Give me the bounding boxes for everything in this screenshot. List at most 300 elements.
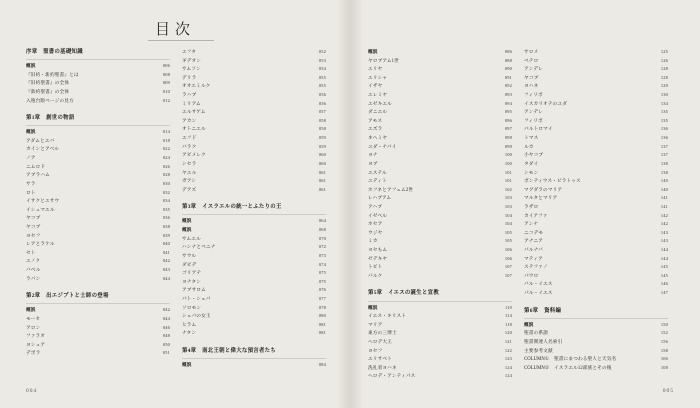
toc-entry-label: 概説 [368, 50, 378, 55]
toc-leader-dots [42, 226, 160, 228]
toc-entry[interactable] [182, 125, 326, 134]
toc-entry[interactable] [26, 214, 170, 223]
toc-page-number: 052 [318, 49, 326, 54]
toc-entry-label: COLUMN① 聖書にまつわる聖人と天気名 [524, 357, 617, 363]
toc-entry[interactable] [368, 74, 512, 83]
toc-entry-label: エリヤ [368, 67, 383, 73]
toc-entry[interactable] [182, 143, 326, 152]
toc-entry-label: ヨセフ [26, 233, 41, 239]
toc-entry[interactable] [524, 263, 668, 272]
toc-leader-dots [38, 183, 161, 185]
toc-entry[interactable] [26, 275, 170, 284]
toc-entry[interactable] [524, 169, 668, 178]
toc-entry[interactable] [524, 237, 668, 246]
toc-page-number: 137 [660, 152, 668, 158]
toc-entry[interactable] [368, 57, 512, 66]
toc-entry-label: 『旧約聖書』の全体 [26, 81, 70, 87]
toc-entry[interactable] [524, 57, 668, 66]
toc-leader-dots [545, 232, 659, 234]
toc-entry-label: ハンナとペニナ [182, 245, 216, 251]
toc-page-number: 081 [318, 330, 326, 336]
toc-entry-label: ダビデ [182, 262, 197, 268]
toc-entry[interactable] [368, 125, 512, 134]
toc-leader-dots [203, 272, 317, 274]
toc-leader-dots [42, 217, 160, 219]
toc-entry-label: イゼベル [368, 213, 387, 219]
toc-entry-label: アンデレ [524, 67, 543, 73]
toc-entry[interactable] [182, 226, 326, 235]
toc-entry[interactable] [368, 338, 512, 347]
toc-leader-dots [38, 309, 161, 311]
toc-entry-label: ギデオン [182, 58, 202, 64]
toc-column [524, 48, 668, 381]
toc-entry[interactable] [182, 261, 326, 270]
toc-entry[interactable] [368, 329, 512, 338]
toc-page-number: 106 [504, 255, 512, 261]
toc-page-number: 034 [162, 198, 170, 204]
toc-entry[interactable] [368, 255, 512, 264]
toc-leader-dots [380, 51, 503, 53]
toc-entry[interactable] [368, 312, 512, 321]
toc-entry-label: オトニエル [182, 127, 206, 133]
toc-leader-dots [384, 266, 502, 268]
toc-page-number: 122 [504, 347, 512, 353]
toc-leader-dots [540, 223, 659, 225]
toc-entry-label: ヤコブ [524, 75, 539, 81]
toc-entry[interactable] [524, 186, 668, 195]
toc-page-number: 136 [660, 126, 668, 132]
toc-entry[interactable] [368, 372, 512, 381]
toc-entry[interactable] [26, 249, 170, 258]
toc-page-number: 101 [504, 178, 512, 184]
toc-leader-dots [38, 192, 161, 194]
toc-entry[interactable] [26, 97, 170, 106]
toc-entry-label: ヤコブ [26, 216, 41, 222]
toc-entry[interactable] [182, 243, 326, 252]
toc-entry[interactable] [26, 315, 170, 324]
toc-page-number: 074 [318, 261, 326, 267]
toc-entry[interactable] [524, 65, 668, 74]
toc-entry[interactable] [182, 65, 326, 74]
toc-entry-label: カインとアベル [26, 147, 60, 153]
toc-page-number: 044 [162, 275, 170, 281]
toc-entry[interactable] [182, 74, 326, 83]
toc-entry[interactable] [182, 134, 326, 143]
toc-entry-label: 概説 [26, 64, 36, 70]
toc-entry[interactable] [524, 100, 668, 109]
toc-entry[interactable] [524, 203, 668, 212]
toc-page-number: 094 [504, 100, 512, 106]
toc-leader-dots [203, 281, 317, 283]
toc-entry[interactable] [26, 341, 170, 350]
toc-entry[interactable] [524, 125, 668, 134]
toc-leader-dots [198, 146, 316, 148]
toc-entry-label: ラザロ [524, 204, 539, 210]
toc-page-number: 006 [162, 63, 170, 69]
toc-entry[interactable] [524, 74, 668, 83]
toc-entry[interactable] [26, 223, 170, 232]
toc-entry[interactable] [368, 48, 512, 57]
toc-entry-label: バト・シェバ [182, 296, 211, 302]
toc-entry[interactable] [182, 48, 326, 57]
toc-entry[interactable] [368, 212, 512, 221]
toc-entry[interactable] [524, 160, 668, 169]
toc-entry[interactable] [368, 143, 512, 152]
toc-leader-dots [42, 260, 161, 262]
toc-entry[interactable] [182, 295, 326, 304]
toc-entry[interactable] [182, 177, 326, 186]
toc-leader-dots [81, 74, 161, 76]
toc-entry[interactable] [524, 143, 668, 152]
toc-entry[interactable] [368, 151, 512, 160]
toc-entry-label: エルサゲム [182, 110, 206, 116]
toc-page-number: 134 [660, 100, 668, 106]
toc-entry[interactable] [368, 117, 512, 126]
toc-page-number: 068 [318, 227, 326, 233]
toc-entry-label: パル・イエス [524, 291, 553, 297]
toc-entry[interactable] [182, 252, 326, 261]
toc-entry[interactable] [368, 203, 512, 212]
toc-entry-label: アダムとエバ [26, 138, 55, 144]
toc-entry[interactable] [368, 65, 512, 74]
toc-entry[interactable] [182, 269, 326, 278]
toc-page-number: 046 [162, 324, 170, 330]
toc-entry[interactable] [524, 321, 668, 330]
toc-entry-label: イエス・キリスト [368, 314, 407, 320]
toc-entry[interactable] [26, 189, 170, 198]
toc-leader-dots [61, 200, 160, 202]
toc-leader-dots [555, 283, 659, 285]
toc-leader-dots [545, 240, 659, 242]
toc-page-number: 135 [660, 109, 668, 115]
toc-leader-dots [213, 298, 317, 300]
toc-page-number: 102 [504, 186, 512, 192]
toc-section-heading: 第4章 南北王朝と偉大な預言者たち [182, 348, 277, 354]
toc-leader-dots [380, 154, 503, 156]
toc-leader-dots [380, 240, 503, 242]
toc-entry[interactable] [26, 257, 170, 266]
toc-page-number: 141 [660, 203, 668, 209]
toc-page-number: 144 [660, 247, 668, 253]
toc-page-number: 129 [660, 83, 668, 89]
toc-entry[interactable] [368, 347, 512, 356]
toc-leader-dots [583, 180, 659, 182]
toc-entry[interactable] [182, 108, 326, 117]
toc-leader-dots [550, 215, 659, 217]
toc-entry[interactable] [368, 100, 512, 109]
toc-entry[interactable] [182, 169, 326, 178]
toc-leader-dots [540, 85, 658, 87]
toc-entry-label: エレミヤ [368, 93, 388, 99]
toc-entry[interactable] [368, 177, 512, 186]
toc-entry-label: エフド [182, 136, 197, 142]
toc-entry[interactable] [368, 91, 512, 100]
toc-leader-dots [208, 128, 317, 130]
toc-page-number: 150 [660, 321, 668, 327]
toc-entry-label: ミリアム [182, 101, 201, 107]
toc-page-number: 064 [318, 218, 326, 224]
toc-column-note[interactable] [524, 364, 668, 373]
toc-page-number: 107 [504, 272, 512, 278]
toc-entry[interactable] [182, 329, 326, 338]
toc-entry[interactable] [368, 304, 512, 313]
toc-leader-dots [394, 103, 503, 105]
toc-page-number: 156 [660, 339, 668, 344]
toc-leader-dots [536, 324, 659, 326]
toc-entry[interactable] [26, 232, 170, 241]
toc-page-number: 088 [504, 57, 512, 63]
toc-entry[interactable] [368, 186, 512, 195]
toc-entry[interactable] [26, 88, 170, 97]
toc-entry[interactable] [182, 361, 326, 370]
toc-entry[interactable] [26, 128, 170, 137]
toc-entry[interactable] [524, 194, 668, 203]
toc-entry[interactable] [368, 237, 512, 246]
toc-entry[interactable] [182, 151, 326, 160]
toc-page-number: 107 [504, 264, 512, 270]
toc-entry[interactable] [26, 180, 170, 189]
toc-leader-dots [545, 249, 659, 251]
toc-entry[interactable] [524, 108, 668, 117]
toc-entry[interactable] [368, 272, 512, 281]
toc-leader-dots [389, 180, 503, 182]
toc-column [368, 48, 512, 381]
toc-entry-label: ヨセフ [368, 348, 383, 354]
toc-entry-label: 概説 [182, 363, 192, 369]
toc-entry[interactable] [182, 186, 326, 195]
toc-leader-dots [389, 94, 503, 96]
toc-leader-dots [203, 103, 317, 105]
toc-entry-list [182, 48, 326, 194]
toc-entry[interactable] [26, 154, 170, 163]
toc-entry[interactable] [26, 137, 170, 146]
toc-entry-label: ヘロデ大王 [368, 340, 392, 345]
toc-entry[interactable] [182, 286, 326, 295]
toc-leader-dots [213, 315, 317, 317]
toc-entry[interactable] [368, 229, 512, 238]
toc-page-number: 059 [318, 143, 326, 149]
toc-leader-dots [536, 146, 659, 148]
toc-section-heading: 第3章 イスラエルの統一とふたりの王 [182, 204, 282, 211]
toc-page-number: 123 [504, 356, 512, 362]
toc-entry[interactable] [368, 82, 512, 91]
toc-entry[interactable] [524, 117, 668, 126]
toc-page-number: 136 [660, 135, 668, 141]
toc-entry[interactable] [368, 321, 512, 330]
toc-leader-dots [545, 258, 659, 260]
toc-entry[interactable] [26, 332, 170, 341]
toc-entry[interactable] [182, 100, 326, 109]
toc-entry[interactable] [26, 306, 170, 315]
toc-page-number: 048 [162, 333, 170, 339]
toc-entry[interactable] [182, 217, 326, 226]
toc-entry-label: デアズ [182, 187, 197, 193]
toc-entry[interactable] [26, 145, 170, 154]
toc-entry[interactable] [368, 246, 512, 255]
toc-page-number: 084 [318, 362, 326, 368]
toc-entry[interactable] [524, 255, 668, 264]
toc-page-number: 036 [162, 215, 170, 221]
toc-entry-label: イザヤ [368, 84, 383, 90]
toc-entry[interactable] [524, 246, 668, 255]
toc-leader-dots [394, 341, 503, 343]
toc-entry-label: ラバン [26, 276, 41, 282]
toc-entry[interactable] [182, 235, 326, 244]
toc-entry[interactable] [524, 82, 668, 91]
toc-columns-right [368, 48, 674, 381]
toc-entry[interactable] [26, 71, 170, 80]
toc-leader-dots [203, 68, 317, 70]
toc-entry[interactable] [182, 321, 326, 330]
toc-entry-label: バルナバ [524, 248, 543, 254]
toc-page-number: 121 [504, 339, 512, 344]
toc-leader-dots [198, 324, 316, 326]
toc-leader-dots [47, 344, 161, 346]
toc-entry-label: ノア [26, 156, 36, 162]
toc-column-note[interactable] [524, 355, 668, 364]
toc-entry-label: シモン [524, 170, 539, 176]
toc-entry[interactable] [182, 57, 326, 66]
toc-entry[interactable] [368, 263, 512, 272]
toc-entry[interactable] [524, 134, 668, 143]
toc-page-number: 096 [504, 117, 512, 123]
toc-leader-dots [71, 82, 161, 84]
toc-entry-label: マグダラのマリア [524, 187, 563, 193]
toc-page-number: 124 [504, 364, 512, 370]
toc-leader-dots [393, 197, 503, 199]
toc-leader-dots [61, 148, 161, 150]
toc-entry[interactable] [182, 91, 326, 100]
toc-entry[interactable] [368, 194, 512, 203]
toc-entry-label: ホフネとアフェム2世 [368, 187, 414, 193]
toc-leader-dots [540, 60, 658, 62]
toc-entry-label: エステル [368, 170, 387, 176]
toc-entry[interactable] [368, 355, 512, 364]
toc-leader-dots [545, 94, 659, 96]
toc-page-number: 058 [318, 117, 326, 123]
toc-entry[interactable] [524, 220, 668, 229]
toc-leader-dots [57, 243, 161, 245]
toc-entry-label: アブラハム [26, 173, 50, 179]
toc-leader-dots [198, 94, 316, 96]
toc-leader-dots [389, 258, 503, 260]
toc-entry[interactable] [368, 364, 512, 373]
toc-entry-label: ヤロブアム1世 [368, 58, 399, 64]
toc-entry[interactable] [182, 160, 326, 169]
toc-entry[interactable] [524, 91, 668, 100]
toc-page-number: 056 [318, 100, 326, 106]
toc-entry[interactable] [26, 171, 170, 180]
toc-entry[interactable] [368, 108, 512, 117]
toc-page-number: 072 [318, 244, 326, 250]
toc-page-number: 009 [162, 80, 170, 86]
toc-entry[interactable] [524, 347, 668, 356]
toc-page-number: 091 [504, 74, 512, 80]
toc-entry[interactable] [26, 197, 170, 206]
toc-entry-label: 『新約聖書』の全体 [26, 89, 70, 95]
toc-entry[interactable] [524, 338, 668, 347]
page-title: 目次 [154, 22, 195, 38]
toc-leader-dots [42, 352, 160, 354]
toc-entry[interactable] [182, 82, 326, 91]
toc-leader-dots [555, 350, 659, 352]
toc-entry-label: ヤコブ [26, 224, 41, 230]
toc-page-number: 026 [162, 163, 170, 169]
toc-page-number: 080 [318, 313, 326, 319]
toc-page-number: 059 [318, 135, 326, 141]
toc-entry[interactable] [182, 304, 326, 313]
toc-leader-dots [540, 77, 658, 79]
toc-entry[interactable] [26, 79, 170, 88]
toc-entry[interactable] [368, 160, 512, 169]
toc-entry-label: 入殖台版ページの見方 [26, 98, 74, 104]
toc-page-number: 093 [504, 92, 512, 98]
toc-page-number: 104 [504, 212, 512, 218]
toc-entry-label: ステファノ [524, 265, 548, 271]
toc-leader-dots [550, 266, 659, 268]
toc-entry[interactable] [524, 272, 668, 281]
toc-leader-dots [555, 292, 659, 294]
toc-leader-dots [384, 324, 503, 326]
toc-column [26, 48, 170, 370]
toc-entry[interactable] [524, 48, 668, 57]
toc-entry[interactable] [524, 280, 668, 289]
toc-page-number: 128 [660, 66, 668, 72]
toc-entry[interactable] [368, 220, 512, 229]
toc-entry[interactable] [26, 349, 170, 358]
toc-entry[interactable] [182, 312, 326, 321]
toc-page-number: 039 [162, 232, 170, 238]
toc-entry[interactable] [524, 212, 668, 221]
toc-entry[interactable] [524, 289, 668, 298]
toc-entry[interactable] [26, 62, 170, 71]
toc-entry[interactable] [26, 324, 170, 333]
toc-leader-dots [380, 307, 503, 309]
section-divider [26, 303, 170, 304]
toc-page-number: 061 [318, 178, 326, 184]
toc-entry[interactable] [26, 266, 170, 275]
toc-entry-label: ホセア [368, 222, 383, 228]
toc-entry-list [26, 62, 170, 105]
toc-page-number: 053 [318, 57, 326, 63]
toc-entry-label: ガアシ [182, 179, 197, 185]
toc-page-number: 100 [504, 160, 512, 166]
toc-page-number: 092 [504, 83, 512, 89]
toc-entry[interactable] [26, 206, 170, 215]
toc-entry[interactable] [26, 240, 170, 249]
toc-page-number: 040 [162, 241, 170, 247]
folio-right: 005 [662, 388, 674, 394]
toc-entry[interactable] [524, 229, 668, 238]
section-divider [368, 301, 512, 302]
toc-entry[interactable] [26, 163, 170, 172]
toc-entry[interactable] [368, 134, 512, 143]
toc-entry-label: ミカ [368, 239, 378, 245]
toc-entry[interactable] [524, 329, 668, 338]
section-divider [26, 125, 170, 126]
toc-entry[interactable] [524, 151, 668, 160]
toc-entry-label: ユダ・ナバイ [368, 144, 397, 150]
toc-entry[interactable] [368, 169, 512, 178]
toc-leader-dots [208, 111, 317, 113]
toc-entry[interactable] [182, 278, 326, 287]
toc-entry[interactable] [182, 117, 326, 126]
toc-entry-label: マルタとマリア [524, 196, 558, 202]
toc-page-number: 095 [504, 109, 512, 115]
toc-leader-dots [56, 140, 160, 142]
toc-page-number: 075 [318, 278, 326, 284]
toc-entry[interactable] [524, 177, 668, 186]
